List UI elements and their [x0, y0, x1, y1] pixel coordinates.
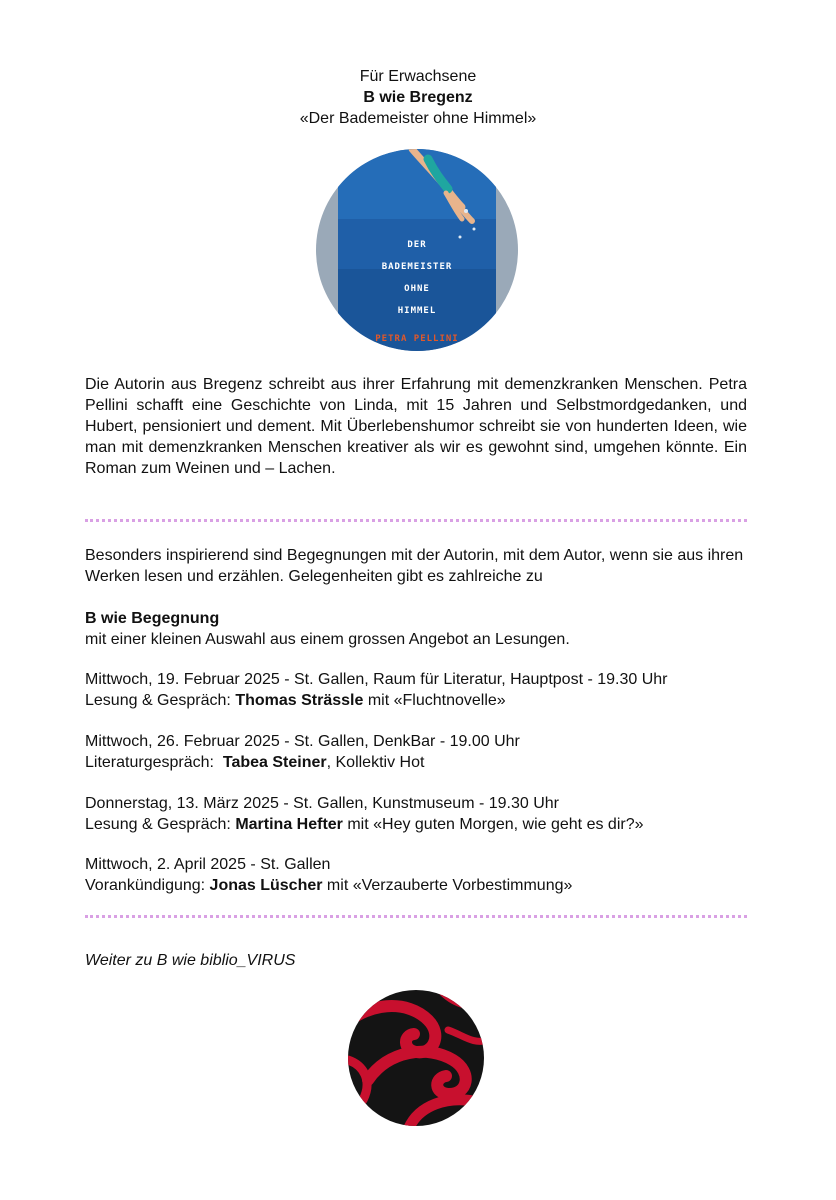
event-detail: mit «Verzauberte Vorbestimmung»	[322, 877, 573, 894]
page-title: B wie Bregenz	[363, 89, 473, 106]
dotted-separator	[85, 915, 747, 918]
inspiration-paragraph: Besonders inspirierend sind Begegnungen mit der Autorin, mit dem Autor, wenn sie aus ihren Werken lesen und erzählen. Gelegenheiten gibt es zahlreiche zu	[85, 547, 744, 585]
event-date-location: Donnerstag, 13. März 2025 - St. Gallen, Kunstmuseum - 19.30 Uhr	[85, 795, 560, 812]
event-detail: , Kollektiv Hot	[326, 754, 425, 771]
ornament-image	[348, 990, 484, 1126]
cover-author: PETRA PELLINI	[375, 334, 459, 344]
event-item	[85, 669, 747, 711]
event-detail: mit «Hey guten Morgen, wie geht es dir?»	[342, 816, 644, 833]
begegnung-title: B wie Begegnung	[85, 610, 220, 627]
event-author: Jonas Lüscher	[209, 877, 323, 894]
event-type: Lesung & Gespräch:	[85, 692, 236, 709]
event-type: Lesung & Gespräch:	[85, 816, 236, 833]
cover-title-line-4: HIMMEL	[397, 306, 437, 316]
next-page-link[interactable]: Weiter zu B wie biblio_VIRUS	[85, 952, 296, 969]
cover-title-line-1: DER	[407, 240, 427, 250]
event-item	[85, 854, 747, 896]
event-author: Martina Hefter	[235, 816, 343, 833]
event-detail: mit «Fluchtnovelle»	[363, 692, 506, 709]
book-description: Die Autorin aus Bregenz schreibt aus ihrer Erfahrung mit demenzkranken Menschen. Petra Pellini schafft eine Geschichte von Linda, mit 15 Jahren und Selbstmordgedanken, und Hubert, pensioniert und dement. Mit Überlebenshumor schreibt sie von hunderten Ideen, wie man mit demenzkranken Menschen kreativer als wir es gewohnt sind, umgehen könnte. Ein Roman zum Weinen und – Lachen.	[85, 376, 747, 477]
page-header	[0, 66, 836, 129]
cover-title-line-2: BADEMEISTER	[381, 262, 453, 272]
audience-label: Für Erwachsene	[359, 68, 477, 85]
event-date-location: Mittwoch, 2. April 2025 - St. Gallen	[85, 856, 331, 873]
book-subtitle: «Der Bademeister ohne Himmel»	[299, 110, 537, 127]
event-date-location: Mittwoch, 19. Februar 2025 - St. Gallen, Raum für Literatur, Hauptpost - 19.30 Uhr	[85, 671, 668, 688]
event-item	[85, 731, 747, 773]
event-type: Vorankündigung:	[85, 877, 210, 894]
book-cover-image	[316, 149, 518, 351]
event-author: Tabea Steiner	[222, 754, 327, 771]
dotted-separator	[85, 519, 747, 522]
cover-title-line-3: OHNE	[404, 284, 430, 294]
begegnung-section	[85, 608, 747, 650]
event-date-location: Mittwoch, 26. Februar 2025 - St. Gallen, DenkBar - 19.00 Uhr	[85, 733, 520, 750]
begegnung-text: mit einer kleinen Auswahl aus einem grossen Angebot an Lesungen.	[85, 631, 570, 648]
event-author: Thomas Strässle	[235, 692, 364, 709]
event-item	[85, 793, 747, 835]
event-type: Literaturgespräch:	[85, 754, 223, 771]
